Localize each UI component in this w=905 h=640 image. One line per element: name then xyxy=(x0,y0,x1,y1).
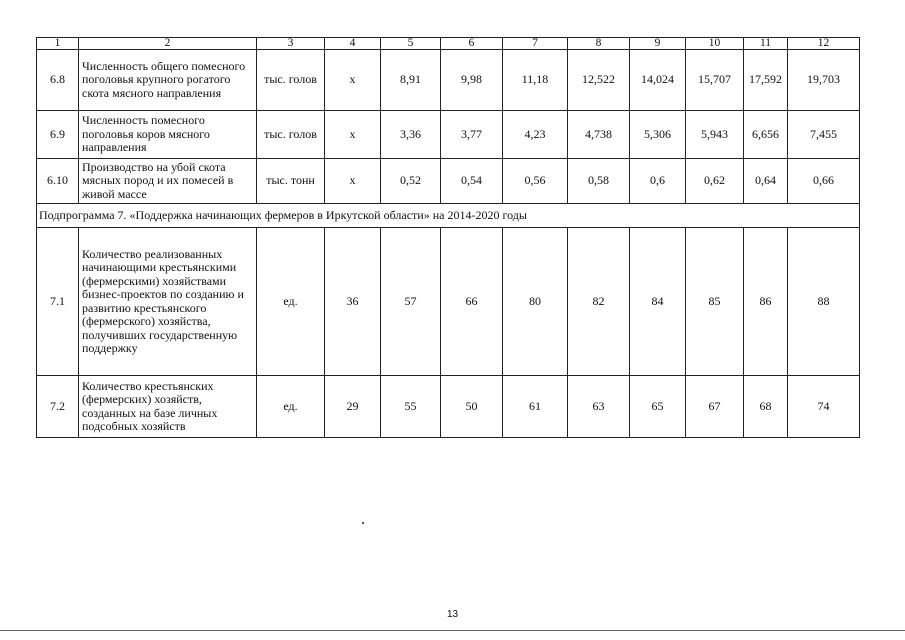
value-cell: 63 xyxy=(568,376,630,438)
value-cell: 0,54 xyxy=(441,159,503,204)
column-header: 9 xyxy=(630,38,686,50)
header-row xyxy=(37,38,860,50)
row-number: 6.8 xyxy=(37,50,79,111)
value-cell: 50 xyxy=(441,376,503,438)
value-cell: 11,18 xyxy=(503,50,568,111)
value-cell: 7,455 xyxy=(788,111,860,159)
value-cell: 86 xyxy=(744,228,788,376)
table-row xyxy=(37,228,860,376)
value-cell: 5,306 xyxy=(630,111,686,159)
column-header: 5 xyxy=(381,38,441,50)
value-cell: 17,592 xyxy=(744,50,788,111)
value-cell: 0,56 xyxy=(503,159,568,204)
table-row xyxy=(37,159,860,204)
value-cell: х xyxy=(325,111,381,159)
row-number: 7.2 xyxy=(37,376,79,438)
value-cell: 0,66 xyxy=(788,159,860,204)
value-cell: 84 xyxy=(630,228,686,376)
value-cell: 9,98 xyxy=(441,50,503,111)
column-header: 3 xyxy=(257,38,325,50)
unit-cell: тыс. голов xyxy=(257,111,325,159)
value-cell: 61 xyxy=(503,376,568,438)
value-cell: 55 xyxy=(381,376,441,438)
unit-cell: тыс. голов xyxy=(257,50,325,111)
table-row xyxy=(37,376,860,438)
value-cell: 88 xyxy=(788,228,860,376)
indicator-name: Численность помесного поголовья коров мясного направления xyxy=(79,111,257,159)
column-header: 11 xyxy=(744,38,788,50)
indicator-table xyxy=(36,37,860,438)
value-cell: 57 xyxy=(381,228,441,376)
value-cell: 85 xyxy=(686,228,744,376)
table-row xyxy=(37,50,860,111)
scan-speck xyxy=(362,522,364,524)
value-cell: х xyxy=(325,159,381,204)
subprogram-title: Подпрограмма 7. «Поддержка начинающих фермеров в Иркутской области» на 2014-2020 годы xyxy=(37,204,860,228)
value-cell: 68 xyxy=(744,376,788,438)
value-cell: 74 xyxy=(788,376,860,438)
value-cell: 67 xyxy=(686,376,744,438)
value-cell: 65 xyxy=(630,376,686,438)
value-cell: 3,36 xyxy=(381,111,441,159)
indicator-name: Численность общего помесного поголовья крупного рогатого скота мясного направления xyxy=(79,50,257,111)
column-header: 12 xyxy=(788,38,860,50)
column-header: 1 xyxy=(37,38,79,50)
value-cell: 12,522 xyxy=(568,50,630,111)
value-cell: 5,943 xyxy=(686,111,744,159)
bottom-edge-line xyxy=(0,630,905,631)
column-header: 4 xyxy=(325,38,381,50)
value-cell: 4,738 xyxy=(568,111,630,159)
unit-cell: тыс. тонн xyxy=(257,159,325,204)
value-cell: 80 xyxy=(503,228,568,376)
value-cell: 14,024 xyxy=(630,50,686,111)
value-cell: 6,656 xyxy=(744,111,788,159)
page-number: 13 xyxy=(446,609,459,620)
value-cell: 36 xyxy=(325,228,381,376)
value-cell: 19,703 xyxy=(788,50,860,111)
unit-cell: ед. xyxy=(257,376,325,438)
table-row xyxy=(37,111,860,159)
row-number: 6.10 xyxy=(37,159,79,204)
column-header: 10 xyxy=(686,38,744,50)
row-number: 7.1 xyxy=(37,228,79,376)
column-header: 7 xyxy=(503,38,568,50)
value-cell: 0,64 xyxy=(744,159,788,204)
value-cell: 0,62 xyxy=(686,159,744,204)
value-cell: 0,58 xyxy=(568,159,630,204)
value-cell: 3,77 xyxy=(441,111,503,159)
value-cell: 4,23 xyxy=(503,111,568,159)
value-cell: 8,91 xyxy=(381,50,441,111)
indicator-name: Количество крестьянских (фермерских) хозяйств, созданных на базе личных подсобных хозяйств xyxy=(79,376,257,438)
indicator-name: Количество реализованных начинающими крестьянскими (фермерскими) хозяйствами бизнес-проектов по созданию и развитию крестьянского (фермерского) хозяйства, получивших государственную поддержку xyxy=(79,228,257,376)
value-cell: 82 xyxy=(568,228,630,376)
value-cell: 15,707 xyxy=(686,50,744,111)
value-cell: 0,6 xyxy=(630,159,686,204)
row-number: 6.9 xyxy=(37,111,79,159)
indicator-name: Производство на убой скота мясных пород и их помесей в живой массе xyxy=(79,159,257,204)
unit-cell: ед. xyxy=(257,228,325,376)
column-header: 6 xyxy=(441,38,503,50)
subprogram-row xyxy=(37,204,860,228)
value-cell: 66 xyxy=(441,228,503,376)
value-cell: х xyxy=(325,50,381,111)
column-header: 8 xyxy=(568,38,630,50)
value-cell: 29 xyxy=(325,376,381,438)
value-cell: 0,52 xyxy=(381,159,441,204)
column-header: 2 xyxy=(79,38,257,50)
